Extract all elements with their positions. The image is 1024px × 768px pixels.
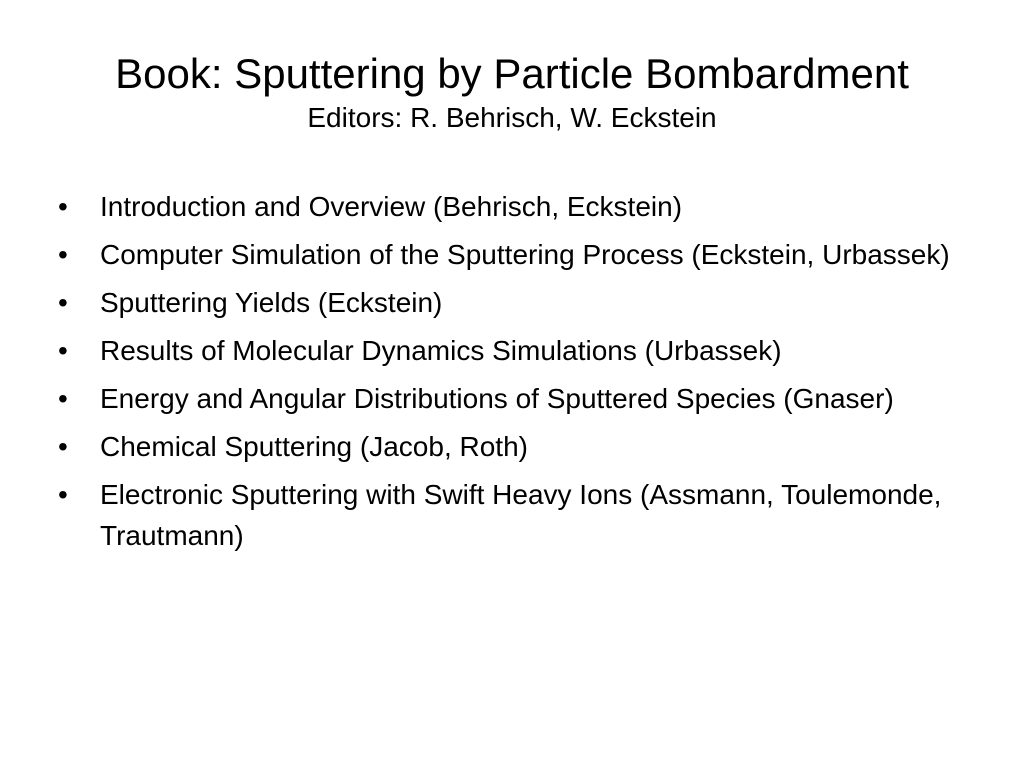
bullet-text: Chemical Sputtering (Jacob, Roth) [100, 431, 528, 462]
bullet-item [58, 330, 958, 371]
bullet-icon: • [58, 431, 68, 462]
bullet-icon: • [58, 287, 68, 318]
bullet-item [58, 378, 958, 419]
bullet-list [58, 186, 958, 563]
bullet-icon: • [58, 335, 68, 366]
bullet-icon: • [58, 191, 68, 222]
bullet-text: Introduction and Overview (Behrisch, Eckstein) [100, 191, 683, 222]
bullet-text: Results of Molecular Dynamics Simulations (Urbassek) [100, 335, 782, 366]
bullet-item [58, 474, 958, 556]
bullet-text: Electronic Sputtering with Swift Heavy Ions (Assmann, Toulemonde, Trautmann) [100, 479, 942, 551]
title-block [0, 48, 1024, 136]
bullet-icon: • [58, 239, 68, 270]
bullet-icon: • [58, 383, 68, 414]
bullet-text: Computer Simulation of the Sputtering Process (Eckstein, Urbassek) [100, 239, 950, 270]
slide-title: Book: Sputtering by Particle Bombardment [115, 50, 909, 97]
slide-subtitle: Editors: R. Behrisch, W. Eckstein [307, 102, 717, 133]
bullet-text: Sputtering Yields (Eckstein) [100, 287, 443, 318]
bullet-item [58, 282, 958, 323]
bullet-icon: • [58, 479, 68, 510]
bullet-item [58, 234, 958, 275]
bullet-item [58, 186, 958, 227]
bullet-item [58, 426, 958, 467]
bullet-text: Energy and Angular Distributions of Sputtered Species (Gnaser) [100, 383, 894, 414]
